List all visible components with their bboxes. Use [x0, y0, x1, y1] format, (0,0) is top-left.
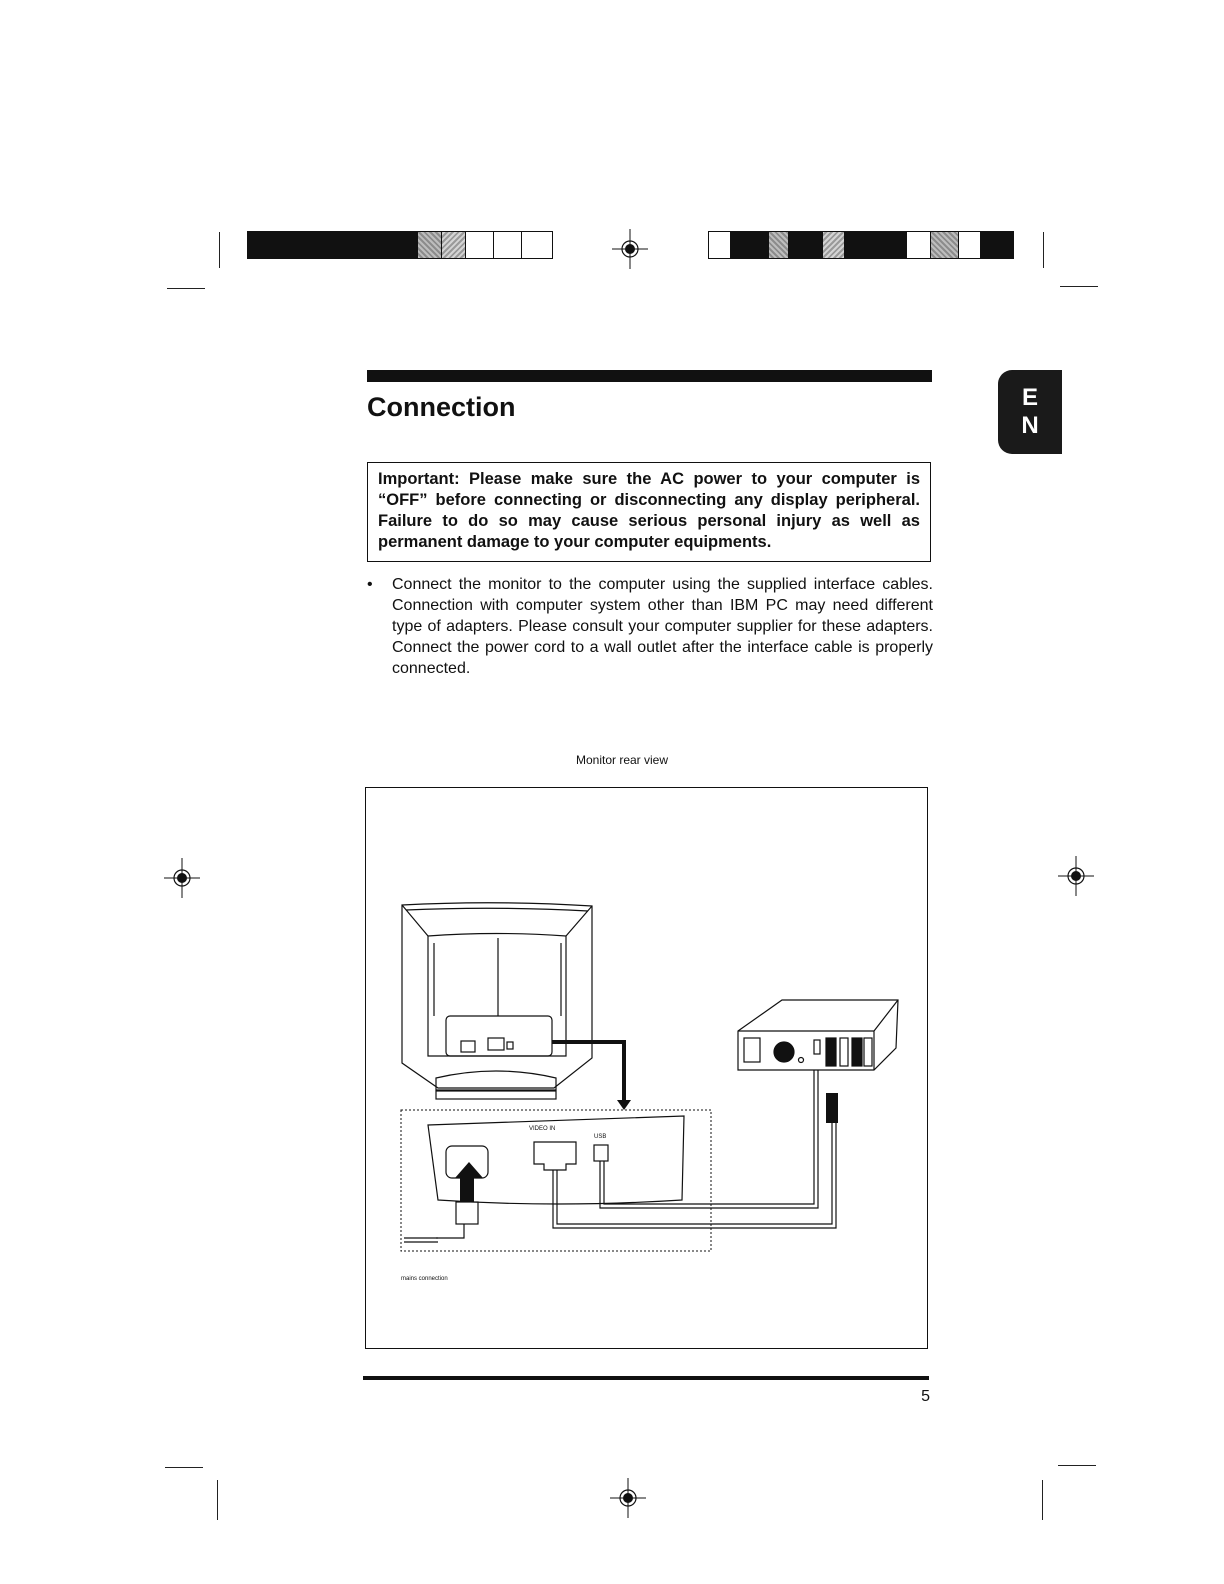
usb-cable — [600, 1070, 818, 1208]
registration-mark-icon — [608, 1478, 648, 1518]
figure-caption: Monitor rear view — [575, 753, 669, 767]
connection-diagram — [365, 787, 928, 1349]
crop-mark — [1058, 1465, 1096, 1466]
mains-connection-label: mains connection — [401, 1276, 448, 1282]
page-title: Connection — [367, 392, 516, 422]
connection-illustration — [366, 788, 929, 1350]
crop-mark — [1042, 1480, 1043, 1520]
registration-mark-icon — [1056, 856, 1096, 896]
crop-mark — [219, 232, 220, 268]
crop-mark — [167, 288, 205, 289]
crop-mark — [217, 1480, 218, 1520]
footer-rule — [363, 1376, 929, 1380]
video-cable — [552, 1042, 624, 1100]
arrow-down-icon — [617, 1100, 631, 1110]
bullet-text: Connect the monitor to the computer using the supplied interface cables. Connection with computer system other than IBM PC may need different type of adapters. Please consult your computer supplier for these adapters. Connect the power cord to a wall outlet after the interface cable is properly connected. — [392, 576, 933, 677]
computer-plug — [826, 1093, 838, 1123]
language-tab-letter: N — [1021, 412, 1039, 439]
usb-label: USB — [594, 1134, 607, 1140]
registration-mark-icon — [162, 858, 202, 898]
registration-mark-icon — [610, 229, 650, 269]
crop-mark — [1060, 286, 1098, 287]
crop-mark — [165, 1467, 203, 1468]
connector-detail-box — [401, 1110, 711, 1251]
color-calibration-bar-left — [247, 231, 553, 259]
bullet-icon: • — [367, 576, 373, 593]
page-number: 5 — [921, 1388, 930, 1405]
language-tab-letter: E — [1021, 384, 1038, 411]
important-notice-box: Important: Please make sure the AC power to your computer is “OFF” before connecting or disconnecting any display peripheral. Failure to do so may cause serious personal injury as well as permanent damage to your computer equipments. — [367, 462, 931, 562]
video-in-label: VIDEO IN — [529, 1126, 556, 1132]
language-tab — [998, 370, 1062, 454]
section-top-rule — [367, 370, 932, 382]
list-item — [367, 574, 933, 679]
arrow-up-icon — [455, 1162, 483, 1178]
monitor-housing — [402, 903, 592, 1088]
crop-mark — [1043, 232, 1044, 268]
color-calibration-bar-right — [708, 231, 1014, 259]
